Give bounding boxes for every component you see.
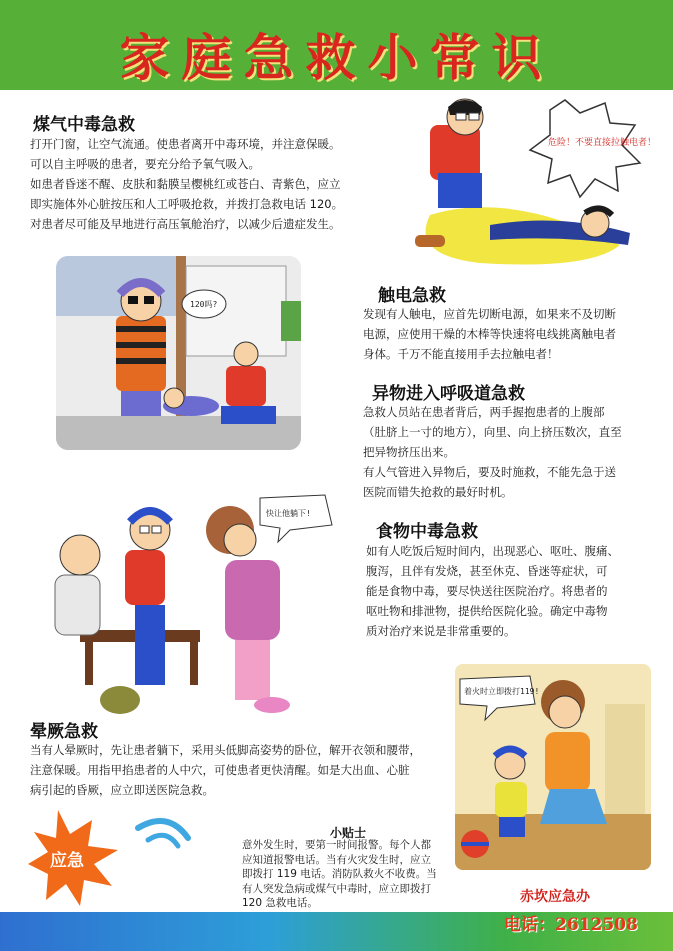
airway-line: 把异物挤压出来。 <box>363 445 455 459</box>
food-heading: 食物中毒急救 <box>376 522 478 542</box>
page-title: 家庭急救小常识 <box>119 28 554 87</box>
gas-line: 如患者昏迷不醒、皮肤和黏膜呈樱桃红或苍白、青紫色，应立 <box>30 177 341 191</box>
faint-line: 注意保暖。用指甲掐患者的人中穴，可使患者更快清醒。如是大出血、心脏 <box>30 763 410 777</box>
gas-heading: 煤气中毒急救 <box>33 115 135 135</box>
emergency-badge <box>28 800 198 910</box>
airway-text <box>363 402 663 502</box>
electric-line: 电源，应使用干燥的木棒等快速将电线挑离触电者 <box>363 327 616 341</box>
food-line: 能是食物中毒，要尽快送往医院治疗。将患者的 <box>366 584 608 598</box>
tips-text <box>242 838 462 911</box>
airway-line: 有人气管进入异物后，要及时施救，不能先急于送 <box>363 465 616 479</box>
electric-line: 发现有人触电，应首先切断电源，如果来不及切断 <box>363 307 616 321</box>
gas-line: 打开门窗，让空气流通。使患者离开中毒环境，并注意保暖。 <box>30 137 341 151</box>
gas-text <box>30 134 400 234</box>
electric-line: 身体。千万不能直接用手去拉触电者！ <box>363 347 559 361</box>
tips-line: 120 急救电话。 <box>242 897 318 909</box>
badge-text: 应急 <box>50 851 84 871</box>
faint-bubble-text: 快让他躺下! <box>266 509 311 518</box>
electric-bubble-text: 危险！不要直接拉触电者！ <box>548 138 657 148</box>
gas-line: 可以自主呼吸的患者，要充分给予氧气吸入。 <box>30 157 260 171</box>
tips-line: 即拨打 119 电话。消防队救火不收费。当 <box>242 868 437 880</box>
faint-heading: 晕厥急救 <box>30 722 98 742</box>
fire-call-illustration <box>455 664 651 870</box>
food-text <box>366 541 666 641</box>
food-line: 质对治疗来说是非常重要的。 <box>366 624 516 638</box>
gas-line: 即实施体外心脏按压和人工呼吸抢救，并拨打急救电话 120。 <box>30 197 344 211</box>
tips-title: 小贴士 <box>330 826 367 840</box>
airway-line: （肚脐上一寸的地方），向里、向上挤压数次，直至 <box>363 425 622 439</box>
airway-heading: 异物进入呼吸道急救 <box>372 384 525 404</box>
fainting-illustration <box>40 490 340 725</box>
airway-line: 急救人员站在患者背后，两手握抱患者的上腹部 <box>363 405 605 419</box>
tips-line: 有人突发急病或煤气中毒时，应立即拨打 <box>242 882 431 895</box>
electric-text <box>363 304 663 364</box>
electric-shock-illustration <box>390 95 660 275</box>
footer-phone: 电话：2612508 <box>504 915 638 935</box>
gas-phone-bubble-text: 120吗? <box>190 300 218 309</box>
fire-bubble-text: 着火时立即拨打119! <box>464 687 540 696</box>
food-line: 如有人吃饭后短时间内，出现恶心、呕吐、腹痛、 <box>366 544 619 558</box>
gas-phone-illustration <box>56 256 301 450</box>
faint-line: 病引起的昏厥，应立即送医院急救。 <box>30 783 214 797</box>
tips-line: 意外发生时，要第一时间报警。每个人都 <box>242 839 431 851</box>
gas-line: 对患者尽可能及早地进行高压氧舱治疗，以减少后遗症发生。 <box>30 217 341 231</box>
faint-text <box>30 740 460 800</box>
footer-org: 赤坎应急办 <box>520 889 590 905</box>
electric-heading: 触电急救 <box>378 286 446 306</box>
airway-line: 医院而错失抢救的最好时机。 <box>363 485 513 499</box>
food-line: 腹泻，且伴有发烧，甚至休克、昏迷等症状，可 <box>366 564 608 578</box>
tips-line: 应知道报警电话。当有火灾发生时，应立 <box>242 853 431 866</box>
food-line: 呕吐物和排泄物，提供给医院化验。确定中毒物 <box>366 604 608 618</box>
faint-line: 当有人晕厥时，先让患者躺下，采用头低脚高姿势的卧位，解开衣领和腰带， <box>30 743 421 757</box>
